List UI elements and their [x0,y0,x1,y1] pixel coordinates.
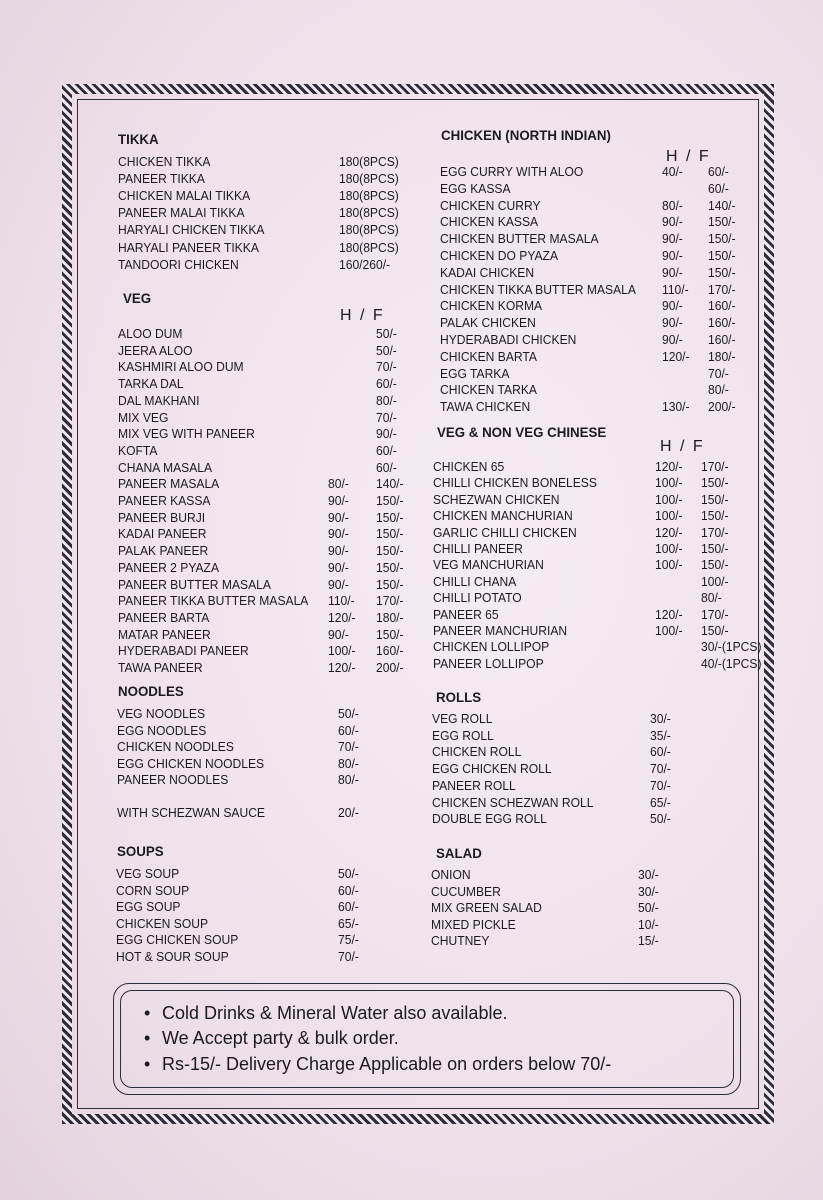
item-name: HYDERABADI PANEER [118,643,249,659]
item-price: 200/- [708,399,736,415]
item-half-price: 120/- [655,606,683,622]
item-half-price: 90/- [328,509,349,525]
item-name: CORN SOUP [116,882,190,898]
item-price: 70/- [650,777,671,793]
item-name: EGG CHICKEN NOODLES [117,755,265,771]
item-price: 200/- [376,660,404,675]
item-price: 50/- [338,866,359,881]
item-name: EGG CHICKEN SOUP [116,932,239,948]
item-name: TAWA CHICKEN [440,399,531,415]
item-name: CHUTNEY [431,933,490,949]
item-price: 150/- [376,526,404,542]
item-price: 60/- [650,744,671,760]
item-name: CHILLI CHANA [433,573,517,589]
item-price: 80/- [701,590,722,606]
note-item [144,1028,399,1049]
item-price: 70/- [338,739,359,755]
item-price: 70/- [338,949,359,964]
item-price: 150/- [376,626,404,642]
item-price: 170/- [376,593,404,609]
item-name: HARYALI PANEER TIKKA [118,239,259,255]
item-name: PANEER BUTTER MASALA [118,576,271,592]
bullet-icon: • [144,1054,151,1074]
item-price: 50/- [650,811,671,827]
item-name: CHICKEN BARTA [440,348,537,364]
item-half-price: 90/- [328,543,349,559]
note-item [144,1054,611,1075]
item-half-price: 100/- [655,623,683,638]
section-title-soups: SOUPS [117,843,164,859]
item-half-price: 40/- [662,164,683,179]
item-half-price: 80/- [328,476,349,492]
item-half-price: 90/- [662,315,683,331]
item-half-price: 90/- [328,626,349,642]
item-half-price: 100/- [655,475,683,491]
section-title-chinese: VEG & NON VEG CHINESE [437,424,607,440]
item-half-price: 90/- [328,559,349,575]
item-price: 10/- [638,916,659,932]
item-half-price: 110/- [662,281,689,297]
item-name: MIXED PICKLE [431,916,516,932]
item-name: KADAI CHICKEN [440,264,535,280]
item-name: PANEER TIKKA BUTTER MASALA [118,593,309,609]
item-price: 140/- [376,476,404,492]
item-price: 180(8PCS) [339,171,399,187]
bullet-icon: • [144,1003,151,1023]
item-name: HARYALI CHICKEN TIKKA [118,222,265,238]
item-name: CHICKEN TIKKA BUTTER MASALA [440,281,636,297]
item-name: CHICKEN MANCHURIAN [433,508,573,524]
item-name: CHICKEN SCHEZWAN ROLL [432,794,594,810]
item-price: 170/- [701,524,729,540]
notes-box [113,983,741,1095]
item-name: EGG KASSA [440,180,511,196]
section-title-veg: VEG [123,290,152,306]
item-half-price: 100/- [655,541,683,556]
item-name: JEERA ALOO [118,342,193,358]
item-name: CHICKEN KASSA [440,214,539,230]
item-name: CHANA MASALA [118,459,213,475]
item-name: PANEER LOLLIPOP [433,655,544,671]
item-price: 160/260/- [339,256,391,272]
item-price: 70/- [650,761,671,777]
item-name: PALAK CHICKEN [440,315,536,331]
item-name: EGG TARKA [440,365,510,381]
item-price: 150/- [708,214,736,230]
section-title-chicken: CHICKEN (NORTH INDIAN) [441,127,611,143]
item-name: PALAK PANEER [118,543,209,559]
item-price: 30/- [638,883,659,899]
item-price: 150/- [701,508,729,524]
item-half-price: 100/- [328,643,356,659]
item-price: 15/- [638,933,659,949]
section-title-tikka: TIKKA [118,131,159,147]
item-price: 40/-(1PCS) [701,655,762,671]
item-name: CHICKEN ROLL [432,744,522,760]
item-half-price: 120/- [662,348,690,364]
item-price: 180(8PCS) [339,222,399,238]
item-half-price: 120/- [655,459,683,474]
item-price: 30/-(1PCS) [701,639,762,655]
item-half-price: 100/- [655,508,683,524]
item-half-price: 90/- [662,264,683,280]
item-name: EGG CHICKEN ROLL [432,761,552,777]
item-price: 80/- [708,382,729,398]
item-name: TAWA PANEER [118,660,203,675]
item-name: HYDERABADI CHICKEN [440,332,577,347]
item-price: 180(8PCS) [339,188,399,204]
item-price: 50/- [338,706,359,721]
item-half-price: 90/- [328,493,349,508]
item-name: CHILLI POTATO [433,590,522,606]
item-name: MATAR PANEER [118,626,211,642]
item-price: 65/- [338,915,359,931]
item-name: KADAI PANEER [118,526,207,542]
item-price: 180/- [376,609,404,625]
item-half-price: 100/- [655,491,683,507]
item-price: 60/- [376,376,397,392]
item-name: ONION [431,867,471,882]
note-text: We Accept party & bulk order. [162,1028,399,1048]
item-half-price: 100/- [655,557,683,573]
item-name: VEG NOODLES [117,706,206,721]
item-half-price: 130/- [662,399,690,415]
item-name: TANDOORI CHICKEN [118,256,239,272]
item-name: PANEER 65 [433,606,499,622]
item-half-price: 90/- [662,231,683,247]
item-name: PANEER ROLL [432,777,516,793]
item-name: PANEER MANCHURIAN [433,623,568,638]
item-name: EGG SOUP [116,899,181,915]
chinese-half-full-header: H / F [660,438,705,455]
item-half-price: 120/- [328,660,356,675]
item-half-price: 120/- [655,524,683,540]
item-name: EGG NOODLES [117,722,207,738]
section-title-rolls: ROLLS [436,689,482,705]
item-price: 100/- [701,573,729,589]
item-name: CHICKEN CURRY [440,197,541,213]
item-price: 90/- [376,426,397,442]
item-name: CHICKEN MALAI TIKKA [118,188,251,204]
item-name: PANEER TIKKA [118,171,205,187]
item-name: CUCUMBER [431,883,501,899]
item-name: SCHEZWAN CHICKEN [433,491,560,507]
item-name: PANEER MALAI TIKKA [118,205,245,221]
item-name: MIX VEG [118,409,169,425]
item-price: 35/- [650,727,671,743]
item-name: CHICKEN BUTTER MASALA [440,231,599,247]
item-name: TARKA DAL [118,376,184,392]
item-half-price: 90/- [662,248,683,263]
item-name: KOFTA [118,442,158,458]
item-name: MIX VEG WITH PANEER [118,426,255,442]
item-price: 140/- [708,197,736,213]
item-name: VEG SOUP [116,866,180,881]
section-title-noodles: NOODLES [118,683,184,699]
item-name: VEG ROLL [432,711,493,726]
item-name: CHICKEN KORMA [440,298,543,314]
item-price: 60/- [708,180,729,196]
item-price: 170/- [701,459,729,474]
item-name: CHILLI PANEER [433,541,523,556]
item-half-price: 90/- [662,332,683,347]
item-name: PANEER BARTA [118,609,210,625]
item-name: CHICKEN LOLLIPOP [433,639,550,655]
item-half-price: 90/- [328,526,349,542]
item-name: GARLIC CHILLI CHICKEN [433,524,577,540]
item-price: 80/- [338,755,359,771]
veg-half-full-header: H / F [340,307,385,324]
note-text: Cold Drinks & Mineral Water also available. [162,1003,508,1023]
item-price: 70/- [376,359,397,375]
item-name: PANEER MASALA [118,476,220,492]
item-name: HOT & SOUR SOUP [116,949,229,964]
item-price: 160/- [708,298,736,314]
item-price: 70/- [708,365,729,381]
item-price: 150/- [701,557,729,573]
item-price: 60/- [376,442,397,458]
item-price: 160/- [708,315,736,331]
item-price: 160/- [708,332,736,347]
item-price: 30/- [638,867,659,882]
item-name: KASHMIRI ALOO DUM [118,359,244,375]
item-price: 170/- [701,606,729,622]
item-name: PANEER BURJI [118,509,206,525]
item-name: EGG CURRY WITH ALOO [440,164,584,179]
item-half-price: 120/- [328,609,356,625]
item-name: PANEER KASSA [118,493,211,508]
item-name: EGG ROLL [432,727,494,743]
item-name: DOUBLE EGG ROLL [432,811,547,827]
item-price: 80/- [338,772,359,788]
item-name: CHICKEN DO PYAZA [440,248,559,263]
item-name: CHICKEN TARKA [440,382,537,398]
item-half-price: 110/- [328,593,355,609]
item-half-price: 90/- [662,298,683,314]
item-half-price: 90/- [328,576,349,592]
item-price: 60/- [338,899,359,915]
item-price: 50/- [638,900,659,916]
item-half-price: 90/- [662,214,683,230]
item-name: CHICKEN 65 [433,459,505,474]
item-name: CHICKEN TIKKA [118,154,211,169]
item-price: 150/- [701,623,729,638]
item-price: 150/- [701,475,729,491]
item-price: 180/- [708,348,736,364]
item-price: 75/- [338,932,359,948]
item-price: 150/- [701,541,729,556]
item-name: PANEER NOODLES [117,772,229,788]
item-price: 150/- [376,509,404,525]
chicken-half-full-header: H / F [666,148,711,165]
item-price: 150/- [708,231,736,247]
item-name: CHICKEN NOODLES [117,739,234,755]
item-half-price: 80/- [662,197,683,213]
item-price: 50/- [376,342,397,358]
item-price: 70/- [376,409,397,425]
item-price: 50/- [376,326,397,341]
item-name: CHICKEN SOUP [116,915,209,931]
item-name: MIX GREEN SALAD [431,900,542,916]
item-price: 150/- [376,543,404,559]
item-name: CHILLI CHICKEN BONELESS [433,475,597,491]
item-price: 150/- [376,493,404,508]
item-name: VEG MANCHURIAN [433,557,544,573]
item-price: 30/- [650,711,671,726]
bullet-icon: • [144,1028,151,1048]
item-price: 180(8PCS) [339,154,399,169]
section-title-salad: SALAD [436,845,482,861]
item-name: DAL MAKHANI [118,392,200,408]
item-price: 150/- [376,559,404,575]
item-price: 60/- [708,164,729,179]
item-price: 20/- [338,805,359,820]
item-name: ALOO DUM [118,326,183,341]
item-price: 60/- [338,882,359,898]
item-price: 160/- [376,643,404,659]
item-name: PANEER 2 PYAZA [118,559,220,575]
item-price: 150/- [701,491,729,507]
item-price: 150/- [376,576,404,592]
item-price: 180(8PCS) [339,239,399,255]
item-price: 80/- [376,392,397,408]
item-price: 180(8PCS) [339,205,399,221]
note-item [144,1003,507,1024]
item-name: WITH SCHEZWAN SAUCE [117,805,266,820]
item-price: 60/- [338,722,359,738]
item-price: 60/- [376,459,397,475]
note-text: Rs-15/- Delivery Charge Applicable on orders below 70/- [162,1054,612,1074]
item-price: 170/- [708,281,736,297]
item-price: 150/- [708,264,736,280]
item-price: 150/- [708,248,736,263]
item-price: 65/- [650,794,671,810]
